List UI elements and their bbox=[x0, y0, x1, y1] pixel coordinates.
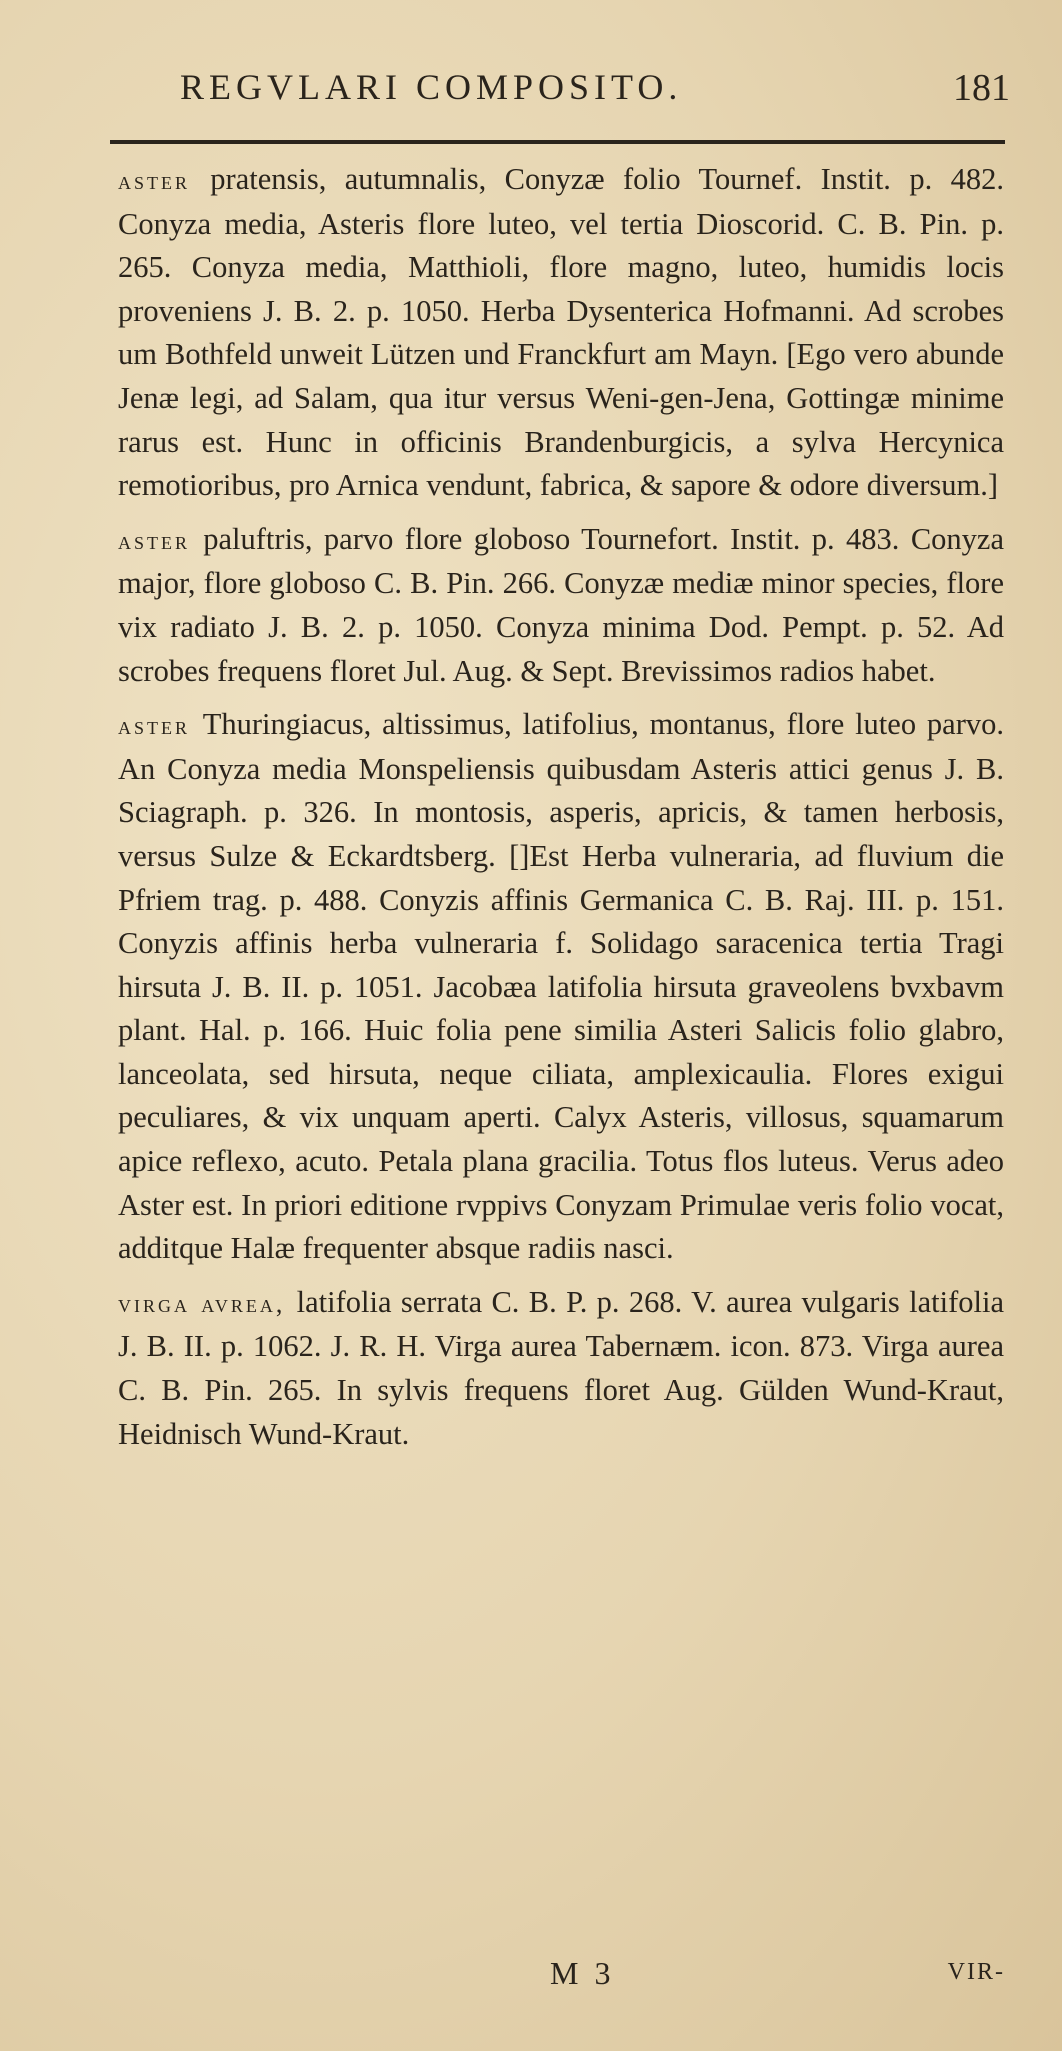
running-head bbox=[180, 66, 1010, 126]
entry-lead: virga avrea, bbox=[118, 1288, 297, 1318]
entry-text: paluftris, parvo flore globoso Tournefort. Instit. p. 483. Conyza major, flore globoso C. B. Pin. 266. Conyzæ mediæ minor species, flore vix radiato J. B. 2. p. 1050. Conyza minima Dod. Pempt. p. 52. Ad scrobes frequens floret Jul. Aug. & Sept. Brevissimos radios habet. bbox=[118, 521, 1004, 688]
entry-lead: aster bbox=[118, 166, 211, 195]
entry-text: pratensis, autumnalis, Conyzæ folio Tournef. Instit. p. 482. Conyza media, Asteris flore luteo, vel tertia Dioscorid. C. B. Pin. p. 265. Conyza media, Matthioli, flore magno, luteo, humidis locis proveniens J. B. 2. p. 1050. Herba Dysenterica Hofmanni. Ad scrobes um Bothfeld unweit Lützen und Franckfurt am Mayn. [Ego vero abunde Jenæ legi, ad Salam, qua itur versus Weni-gen-Jena, Gottingæ minime rarus est. Hunc in officinis Brandenburgicis, a sylva Hercynica remotioribus, pro Arnica vendunt, fabrica, & sapore & odore diversum.] bbox=[118, 162, 1004, 503]
entry-text: Thuringiacus, altissimus, latifolius, montanus, flore luteo parvo. An Conyza media Monspeliensis quibusdam Asteris attici genus J. B. Sciagraph. p. 326. In montosis, asperis, apricis, & tamen herbosis, versus Sulze & Eckardtsberg. []Est Herba vulneraria, ad fluvium die Pfriem trag. p. 488. Conyzis affinis Germanica C. B. Raj. III. p. 151. Conyzis affinis herba vulneraria f. Solidago saracenica tertia Tragi hirsuta J. B. II. p. 1051. Jacobæa latifolia hirsuta graveolens bvxbavm plant. Hal. p. 166. Huic folia pene similia Asteri Salicis folio glabro, lanceolata, sed hirsuta, neque ciliata, amplexicaulia. Flores exigui peculiares, & vix unquam aperti. Calyx Asteris, villosus, squamarum apice reflexo, acuto. Petala plana gracilia. Totus flos luteus. Verus adeo Aster est. In priori editione rvppivs Conyzam Primulae veris folio vocat, additque Halæ frequenter absque radiis nasci. bbox=[118, 707, 1004, 1266]
paragraph-aster-thuringiacus bbox=[118, 703, 1004, 1271]
paragraph-aster-palustris bbox=[118, 518, 1004, 693]
text-body bbox=[118, 158, 1004, 1466]
page-footer bbox=[110, 1955, 1005, 2005]
entry-lead: aster bbox=[118, 525, 204, 555]
entry-lead: aster bbox=[118, 711, 203, 741]
catchword: VIR- bbox=[947, 1959, 1005, 1985]
header-rule bbox=[110, 140, 1005, 144]
running-head-title: REGVLARI COMPOSITO. bbox=[180, 67, 683, 107]
signature-mark: M 3 bbox=[550, 1955, 615, 1991]
paragraph-virga-aurea bbox=[118, 1281, 1004, 1456]
paragraph-aster-pratensis bbox=[118, 158, 1004, 508]
entry-text: latifolia serrata C. B. P. p. 268. V. aurea vulgaris latifolia J. B. II. p. 1062. J. R. H. Virga aurea Tabernæm. icon. 873. Virga aurea C. B. Pin. 265. In sylvis frequens floret Aug. Gülden Wund-Kraut, Heidnisch Wund-Kraut. bbox=[118, 1284, 1004, 1451]
page-number: 181 bbox=[953, 67, 1010, 109]
